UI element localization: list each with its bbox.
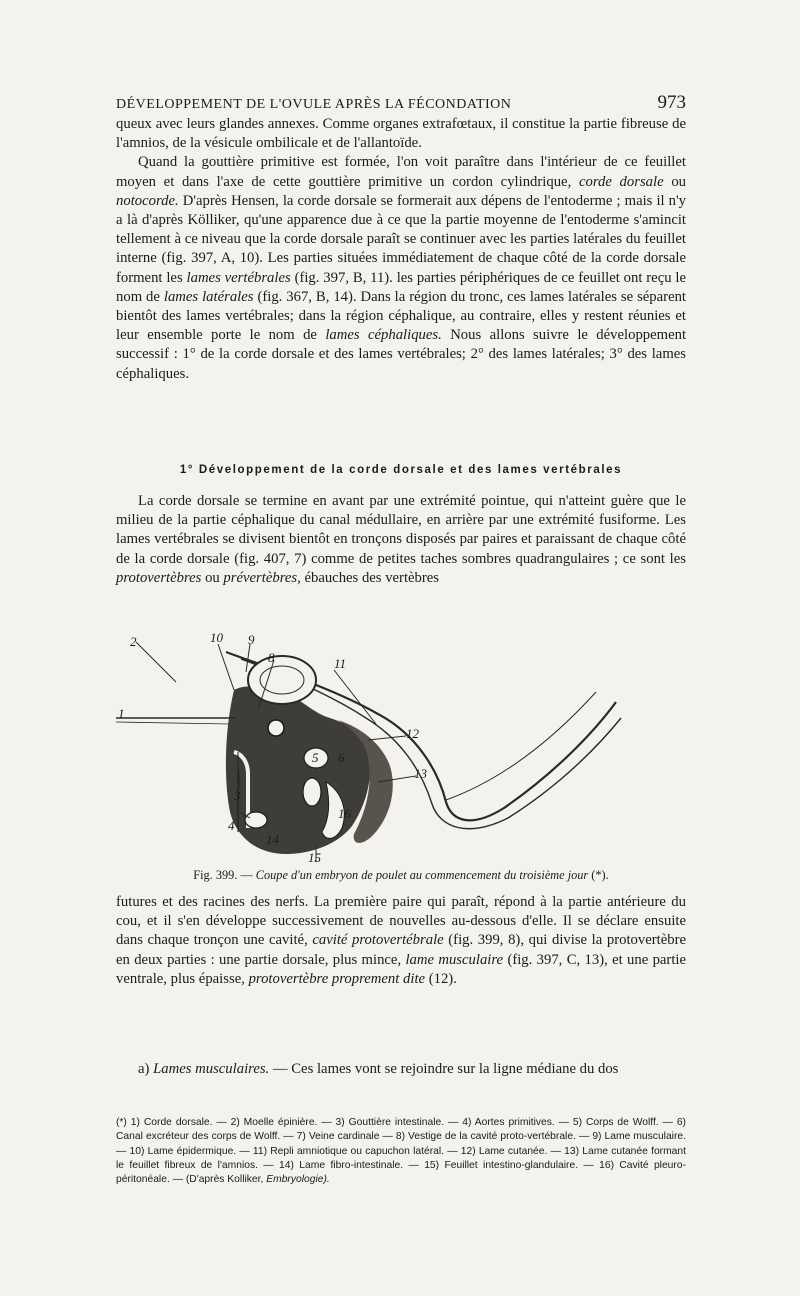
term-notocorde: notocorde. — [116, 192, 179, 209]
p2-text-a: La corde dorsale se termine en avant par une extrémité pointue, qui n'atteint guère que le milieu de la partie céphalique du canal médullaire, en arrière par une extrémité fusiforme. Les lames vertébrales se divisent bientôt en tronçons disposés par paires et paraissant de chaque côté de la corde dorsale (fig. 407, 7) comme de petites taches sombres quadrangulaires ; ce sont les — [116, 493, 686, 567]
p1-text-b: ou — [671, 173, 686, 190]
caption-mark: (*). — [591, 868, 609, 882]
term-prevertebres: prévertèbres, — [223, 569, 301, 586]
p3-text-a: futures et des racines des nerfs. La première paire qui paraît, répond à la partie antérieure du cou, et il s'en développe successivement de nouvelles au-dessous d'elle. Il se déclare ensuite dans chaque tronçon une cavité, — [116, 894, 686, 949]
footnote-source-title: Embryologie). — [266, 1174, 330, 1186]
paragraph-2 — [116, 492, 686, 588]
figure-drawing — [116, 642, 621, 862]
footnote-source-prefix: (D'après Kolliker, — [185, 1174, 264, 1186]
paragraph-3 — [116, 893, 686, 989]
fig-label-15: 15 — [308, 850, 321, 864]
term-corde-dorsale: corde dorsale — [578, 173, 664, 190]
term-lames-cephaliques: lames céphaliques. — [325, 327, 442, 344]
p2-text-b: ou — [205, 569, 220, 586]
caption-fig-number: Fig. 399. — — [193, 868, 253, 882]
p1-text-a: Quand la gouttière primitive est formée, l'on voit paraître dans l'intérieur de ce feuillet moyen et dans l'axe de cette gouttière primitive un cordon cylindrique, — [116, 154, 686, 190]
running-head — [116, 92, 686, 114]
p1-text-d: (fig. 397, B, 11). les parties périphériques de ce feuillet ont reçu le nom de — [116, 269, 687, 305]
p1-text-c: D'après Hensen, la corde dorsale se formerait aux dépens de l'entoderme ; mais il n'y a là d'après Kölliker, qu'une apparence due à ce que la partie moyenne de l'entoderme s'amincit tellement à ce niveau que la corde dorsale paraît se continuer avec les parties latérales du feuillet interne (fig. 397, A, 10). Les parties situées immédiatement de chaque côté de la corde dorsale forment les — [116, 192, 687, 286]
p3-text-b: (fig. 399, 8), qui divise la protovertèbre en deux parties : une partie dorsale, plus mince, — [116, 932, 686, 968]
p4-text: — Ces lames vont se rejoindre sur la ligne médiane du dos — [272, 1061, 619, 1077]
page-number: 973 — [657, 92, 686, 113]
embryo-section-figure — [116, 632, 686, 864]
term-protovertebres: protovertèbres — [116, 569, 202, 586]
caption-text: Coupe d'un embryon de poulet au commencement du troisième jour — [255, 868, 589, 882]
term-lames-laterales: lames latérales — [163, 288, 254, 305]
running-title: DÉVELOPPEMENT DE L'OVULE APRÈS LA FÉCONDATION — [116, 97, 512, 112]
fig-label-1: 1 — [118, 706, 125, 721]
fig-label-6: 6 — [338, 750, 345, 765]
term-lame-musculaire: lame musculaire — [405, 951, 504, 968]
fig-label-2: 2 — [130, 634, 137, 649]
paragraph-1 — [116, 115, 686, 384]
p3-text-c: (fig. 397, C, 13), et une partie ventrale, plus épaisse, — [116, 951, 687, 987]
p1-text-e: (fig. 367, B, 14). Dans la région du tronc, ces lames latérales se séparent bientôt des lames vertébrales; dans la région céphalique, au contraire, elles y restent réunies et leur ensemble porte le nom de — [116, 288, 687, 344]
p2-text-c: ébauches des vertèbres — [304, 569, 440, 586]
fig-label-10: 10 — [210, 632, 223, 645]
fig-label-3: 3 — [234, 788, 241, 803]
fig-label-16: 16 — [338, 806, 351, 821]
term-lames-musculaires: Lames musculaires. — [153, 1061, 270, 1077]
fig-label-8: 8 — [268, 650, 275, 665]
p4-label: a) — [138, 1061, 150, 1077]
fig-label-14: 14 — [266, 832, 279, 847]
footnote — [116, 1116, 686, 1187]
fig-label-13: 13 — [414, 766, 427, 781]
p1-text-f: Nous allons suivre le développement successif : 1° de la corde dorsale et des lames vertébrales; 2° des lames latérales; 3° des lames céphaliques. — [116, 327, 687, 382]
p3-text-d: (12). — [428, 970, 457, 987]
fig-label-5: 5 — [312, 750, 319, 765]
fig-label-12: 12 — [406, 726, 419, 741]
fig-label-11: 11 — [334, 656, 347, 671]
paragraph-4 — [116, 1060, 686, 1079]
footnote-text: (*) 1) Corde dorsale. — 2) Moelle épinière. — 3) Gouttière intestinale. — 4) Aortes primitives. — 5) Corps de Wolff. — 6) Canal excréteur des corps de Wolff. — 7) Veine cardinale — 8) Vestige de la cavité proto-vertébrale. — 9) Lame musculaire. — 10) Lame épidermique. — 11) Repli amniotique ou capuchon latéral. — 12) Lame cutanée. — 13) Lame cutanée formant le feuillet fibreux de l'amnios. — 14) Lame fibro-intestinale. — 15) Feuillet intestino-glandulaire. — 16) Cavité pleuro-péritonéale. — — [116, 1117, 686, 1186]
p1-sentence-1: queux avec leurs glandes annexes. Comme organes extrafœtaux, il constitue la partie fibreuse de l'amnios, de la vésicule ombilicale et de l'allantoïde. — [116, 116, 686, 152]
figure-caption — [116, 868, 686, 883]
section-title: 1° Développement de la corde dorsale et des lames vertébrales — [179, 464, 623, 476]
term-cavite-protovertebrale: cavité protovertébrale — [312, 932, 444, 949]
fig-label-4: 4 — [228, 818, 235, 833]
term-lames-vertebrales: lames vertébrales — [186, 269, 291, 286]
term-protovertebre-propre: protovertèbre proprement dite — [248, 970, 426, 987]
fig-label-9: 9 — [248, 632, 255, 647]
